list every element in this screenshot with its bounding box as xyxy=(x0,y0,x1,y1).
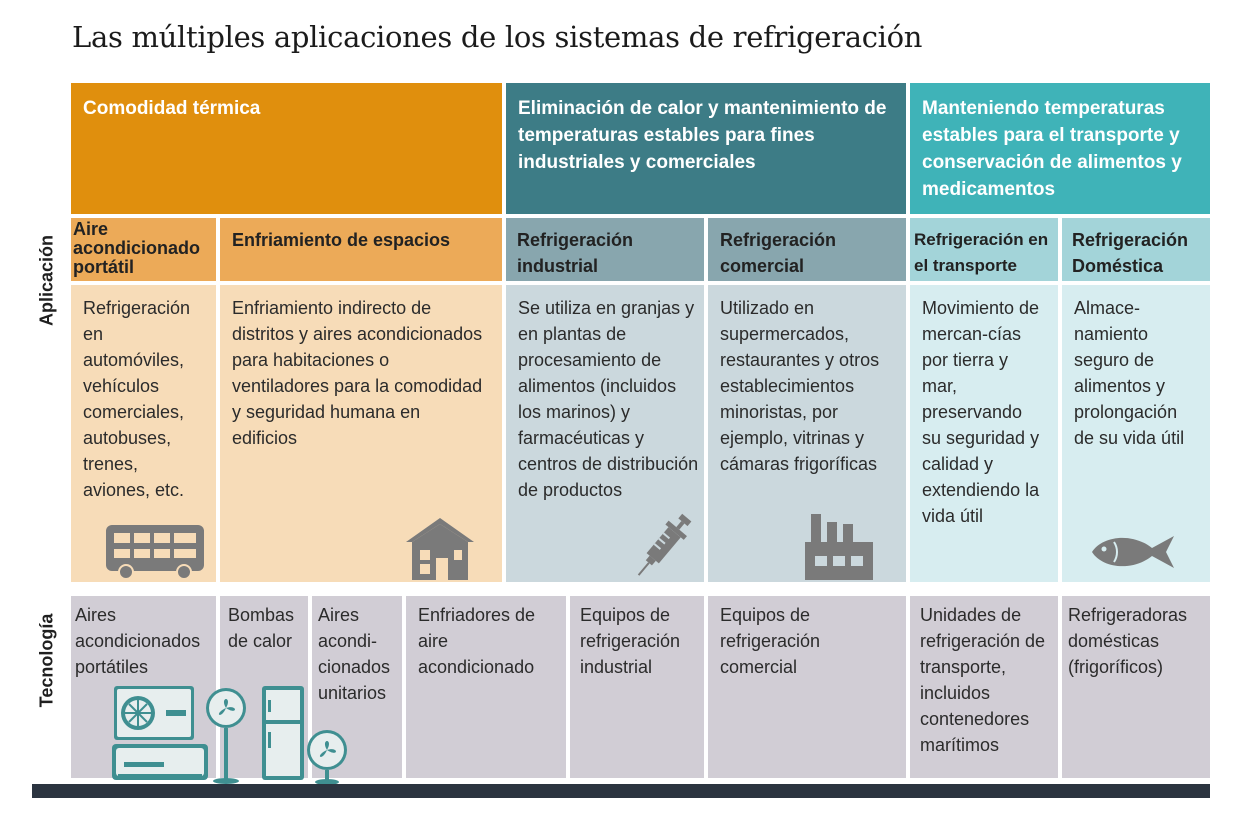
application-description: Refrigeración en automóviles, vehículos comerciales, autobuses, trenes, aviones, etc. xyxy=(71,285,216,582)
technology-cell: Aires acondicionados portátiles xyxy=(71,596,216,778)
desk-fan-icon xyxy=(302,728,352,786)
fish-icon xyxy=(1088,530,1180,574)
category-header-industrial-commercial: Eliminación de calor y mantenimiento de temperaturas estables para fines industriales y comerciales xyxy=(506,83,906,214)
application-name: Refrigeración Doméstica xyxy=(1062,218,1210,281)
application-name: Enfriamiento de espacios xyxy=(220,218,502,281)
application-name: Refrigeración comercial xyxy=(708,218,906,281)
technology-cell: Bombas de calor xyxy=(220,596,308,778)
application-name: Refrigeración industrial xyxy=(506,218,666,281)
air-conditioner-unit-icon xyxy=(110,684,210,784)
footer-bar xyxy=(32,784,1210,798)
syringe-icon xyxy=(628,505,698,587)
application-name: Aire acondicionado portátil xyxy=(71,218,216,281)
application-side-label: Aplicación xyxy=(36,234,57,327)
page-title: Las múltiples aplicaciones de los sistemas de refrigeración xyxy=(72,20,923,54)
factory-icon xyxy=(801,510,877,582)
application-description: Utilizado en supermercados, restaurantes y otros establecimientos minoristas, por ejemplo, vitrinas y cámaras frigoríficas xyxy=(708,285,906,582)
standing-fan-icon xyxy=(201,686,251,786)
technology-cell: Refrigeradoras domésticas (frigoríficos) xyxy=(1062,596,1210,778)
bus-icon xyxy=(104,521,208,581)
application-name: Refrigeración en el transporte xyxy=(910,218,1058,281)
technology-cell: Enfriadores de aire acondicionado xyxy=(406,596,566,778)
application-description: Movimiento de mercan-cías por tierra y mar, preservando su seguridad y calidad y extendiendo la vida útil xyxy=(910,285,1058,582)
technology-cell: Unidades de refrigeración de transporte, incluidos contenedores marítimos xyxy=(910,596,1058,778)
category-header-thermal-comfort: Comodidad térmica xyxy=(71,83,502,214)
application-description: Almace-namiento seguro de alimentos y prolongación de su vida útil xyxy=(1062,285,1210,582)
technology-cell: Aires acondi-cionados unitarios xyxy=(312,596,402,778)
application-description: Enfriamiento indirecto de distritos y aires acondicionados para habitaciones o ventiladores para la comodidad y seguridad humana en edificios xyxy=(220,285,502,582)
category-header-transport-conservation: Manteniendo temperaturas estables para el transporte y conservación de alimentos y medicamentos xyxy=(910,83,1210,214)
technology-cell: Equipos de refrigeración comercial xyxy=(708,596,906,778)
refrigerator-icon xyxy=(260,684,306,784)
technology-cell: Equipos de refrigeración industrial xyxy=(570,596,704,778)
application-description: Se utiliza en granjas y en plantas de procesamiento de alimentos (incluidos los marinos) y farmacéuticas y centros de distribución de productos xyxy=(506,285,704,582)
technology-side-label: Tecnología xyxy=(36,613,57,708)
house-icon xyxy=(402,514,478,582)
